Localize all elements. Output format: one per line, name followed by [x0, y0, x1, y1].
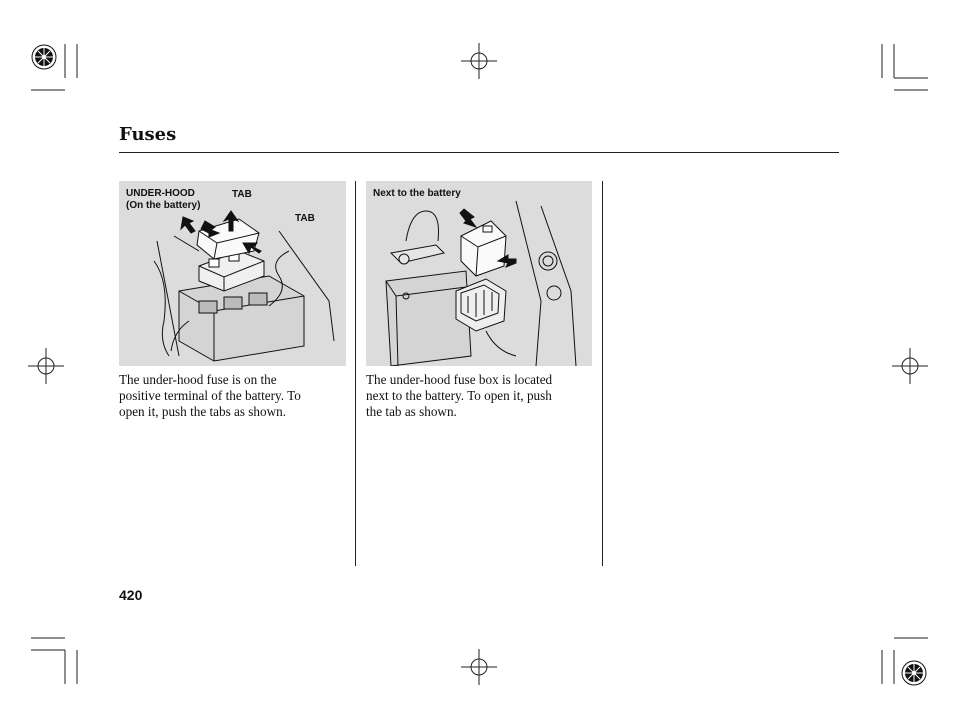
tab-label-right: TAB: [295, 213, 315, 224]
text-line: the tab as shown.: [366, 404, 457, 419]
text-line: The under-hood fuse is on the: [119, 372, 277, 387]
figure-caption-underhood: [126, 188, 200, 212]
tab-label-upper: TAB: [232, 189, 252, 200]
registration-starburst-top-left: [32, 45, 56, 69]
column-divider-1: [355, 181, 356, 566]
caption-line-2: (On the battery): [126, 200, 201, 211]
figure-caption-next-to-battery: Next to the battery: [373, 188, 461, 199]
fuse-box-illustration: [366, 181, 592, 366]
figure-next-to-battery: [366, 181, 592, 366]
caption-line-1: UNDER-HOOD: [126, 188, 195, 199]
column-divider-2: [602, 181, 603, 566]
text-line: next to the battery. To open it, push: [366, 388, 552, 403]
column-1-text: [119, 372, 301, 420]
page-title: Fuses: [119, 124, 177, 145]
page-number: 420: [119, 587, 143, 603]
text-line: The under-hood fuse box is located: [366, 372, 553, 387]
column-2-text: [366, 372, 552, 420]
text-line: open it, push the tabs as shown.: [119, 404, 287, 419]
figure-underhood-on-battery: [119, 181, 346, 366]
registration-starburst-bottom-right: [902, 661, 926, 685]
text-line: positive terminal of the battery. To: [119, 388, 301, 403]
title-rule: [119, 152, 839, 153]
